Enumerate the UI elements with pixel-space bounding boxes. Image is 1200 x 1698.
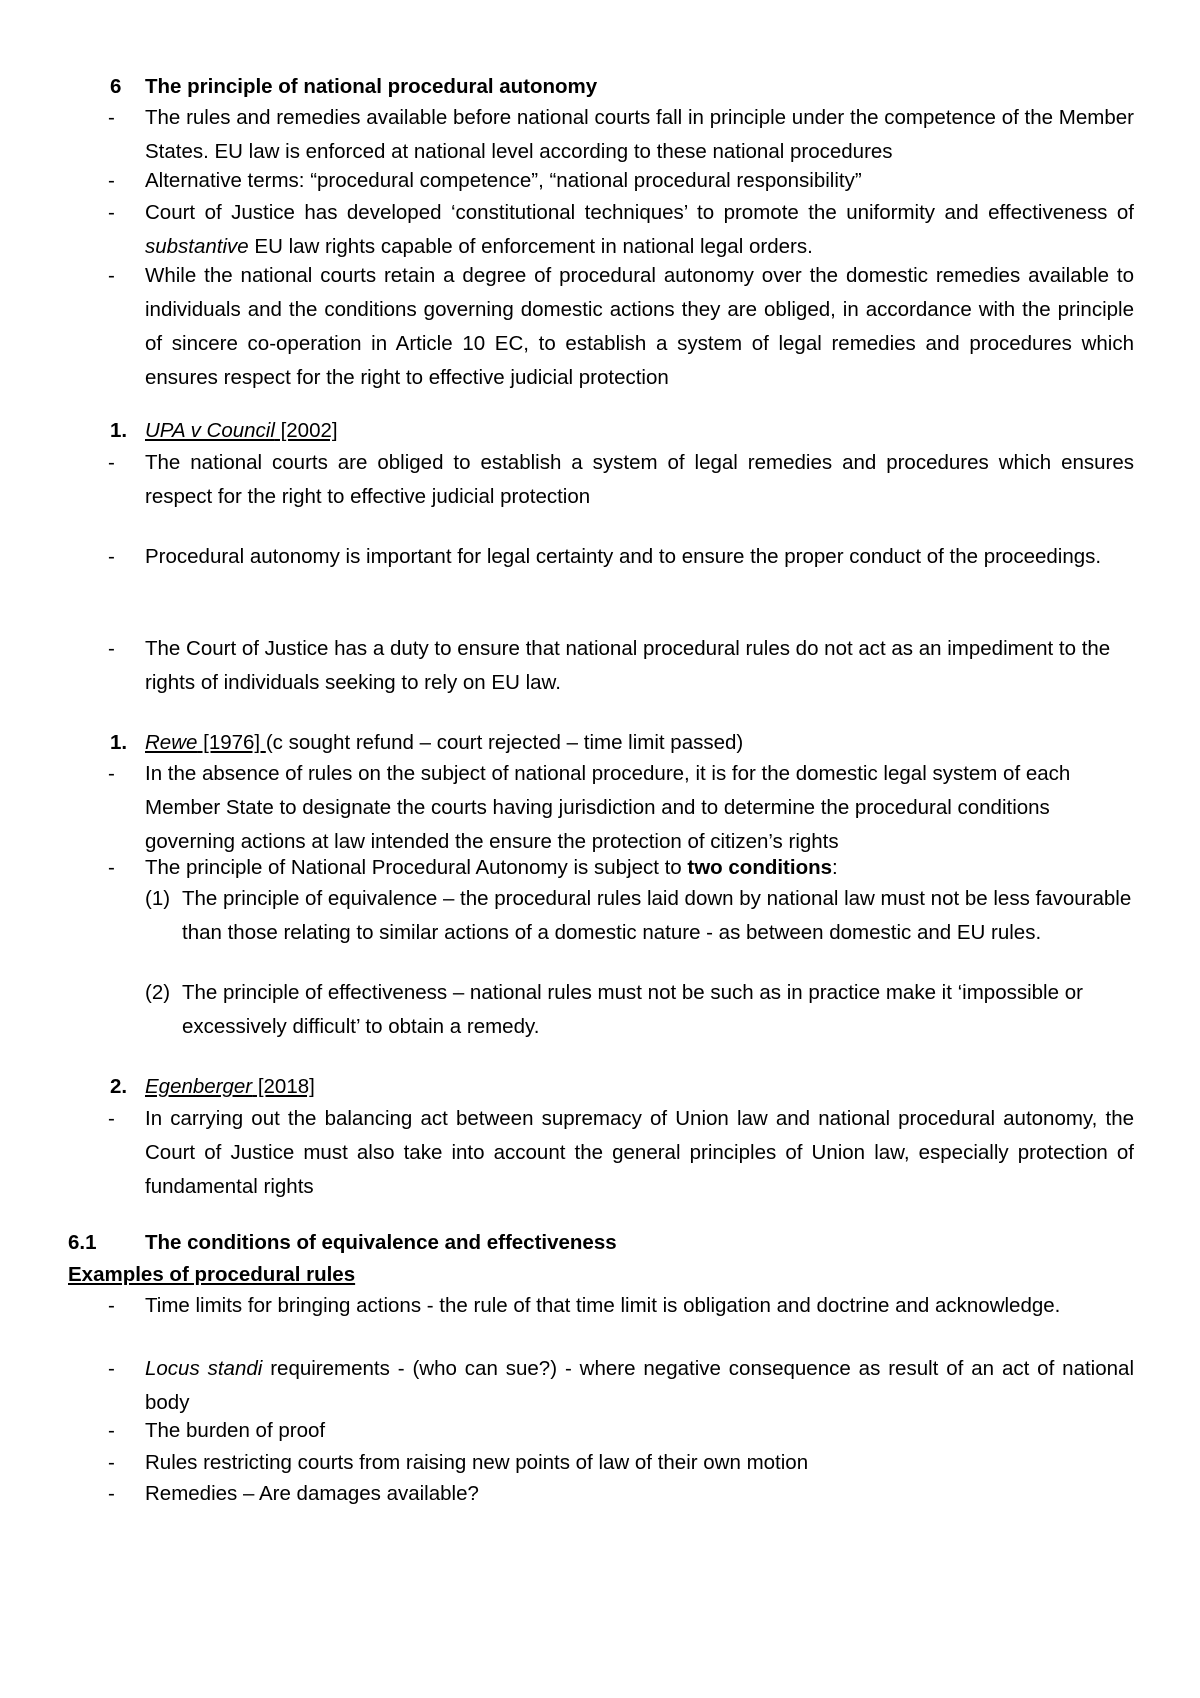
case-heading [145,726,743,760]
bullet-dash: - [108,1419,115,1442]
case-year: [1976] [197,731,266,754]
bullet-dash: - [108,762,115,785]
section-title: The conditions of equivalence and effectiveness [145,1231,617,1254]
section-title: The principle of national procedural autonomy [145,75,598,98]
bullet-dash: - [108,545,115,568]
case-number: 1. [110,419,128,442]
bullet-dash: - [108,1482,115,1505]
bullet-dash: - [108,451,115,474]
condition-text: The principle of equivalence – the procedural rules laid down by national law must not be less favourable than those relating to similar actions of a domestic nature - as between domestic and EU rules. [182,887,1132,944]
condition-label: (1) [145,887,171,910]
bullet-text: While the national courts retain a degree of procedural autonomy over the domestic remedies available to individuals and the conditions governing domestic actions they are obliged, in accordance with the principle of sincere co-operation in Article 10 EC, to establish a system of legal remedies and procedures which ensures respect for the right to effective judicial protection [145,264,1134,389]
case-year: [2002] [274,419,338,442]
bullet-dash: - [108,1451,115,1474]
bullet-dash: - [108,1357,115,1380]
case-name: Egenberger [145,1075,253,1098]
bullet-dash: - [108,106,115,129]
case-number: 2. [110,1075,128,1098]
section-number: 6 [110,75,122,98]
bullet-text: Procedural autonomy is important for legal certainty and to ensure the proper conduct of the proceedings. [145,545,1102,568]
bullet-dash: - [108,856,115,879]
case-name: UPA v Council [145,419,275,442]
bullet-text: In carrying out the balancing act between supremacy of Union law and national procedural autonomy, the Court of Justice must also take into account the general principles of Union law, especially protection of fundamental rights [145,1107,1134,1198]
bullet-text: In the absence of rules on the subject of national procedure, it is for the domestic legal system of each Member State to designate the courts having jurisdiction and to determine the procedural conditions governing actions at law intended the ensure the protection of citizen’s rights [145,762,1071,853]
bullet-text: The burden of proof [145,1419,326,1442]
case-note: (c sought refund – court rejected – time limit passed) [265,731,744,754]
bullet-dash: - [108,1294,115,1317]
bullet-dash: - [108,637,115,660]
bullet-text: Time limits for bringing actions - the rule of that time limit is obligation and doctrine and acknowledge. [145,1294,1061,1317]
bullet-text: The principle of National Procedural Autonomy is subject to two conditions: [145,856,838,879]
case-year: [2018] [252,1075,315,1098]
bullet-text: Court of Justice has developed ‘constitutional techniques’ to promote the uniformity and effectiveness of substantive EU law rights capable of enforcement in national legal orders. [145,201,1134,258]
section-number: 6.1 [68,1231,97,1254]
bullet-text: Remedies – Are damages available? [145,1482,479,1505]
bullet-dash: - [108,169,115,192]
condition-text: The principle of effectiveness – national rules must not be such as in practice make it ‘impossible or excessively difficult’ to obtain a remedy. [182,981,1083,1038]
subheading: Examples of procedural rules [68,1263,356,1286]
bullet-text: Locus standi requirements - (who can sue?) - where negative consequence as result of an act of national body [145,1357,1134,1414]
bullet-dash: - [108,1107,115,1130]
case-number: 1. [110,731,128,754]
bullet-text: The rules and remedies available before national courts fall in principle under the competence of the Member States. EU law is enforced at national level according to these national procedures [145,106,1134,163]
bullet-dash: - [108,201,115,224]
bullet-text: The Court of Justice has a duty to ensure that national procedural rules do not act as an impediment to the rights of individuals seeking to rely on EU law. [145,637,1111,694]
bullet-text: Rules restricting courts from raising new points of law of their own motion [145,1451,809,1474]
case-heading [145,1070,315,1104]
bullet-text: Alternative terms: “procedural competence”, “national procedural responsibility” [145,169,862,192]
bullet-dash: - [108,264,115,287]
condition-label: (2) [145,981,171,1004]
case-name: Rewe [145,731,198,754]
case-heading [145,414,338,448]
bullet-text: The national courts are obliged to establish a system of legal remedies and procedures which ensures respect for the right to effective judicial protection [145,451,1134,508]
